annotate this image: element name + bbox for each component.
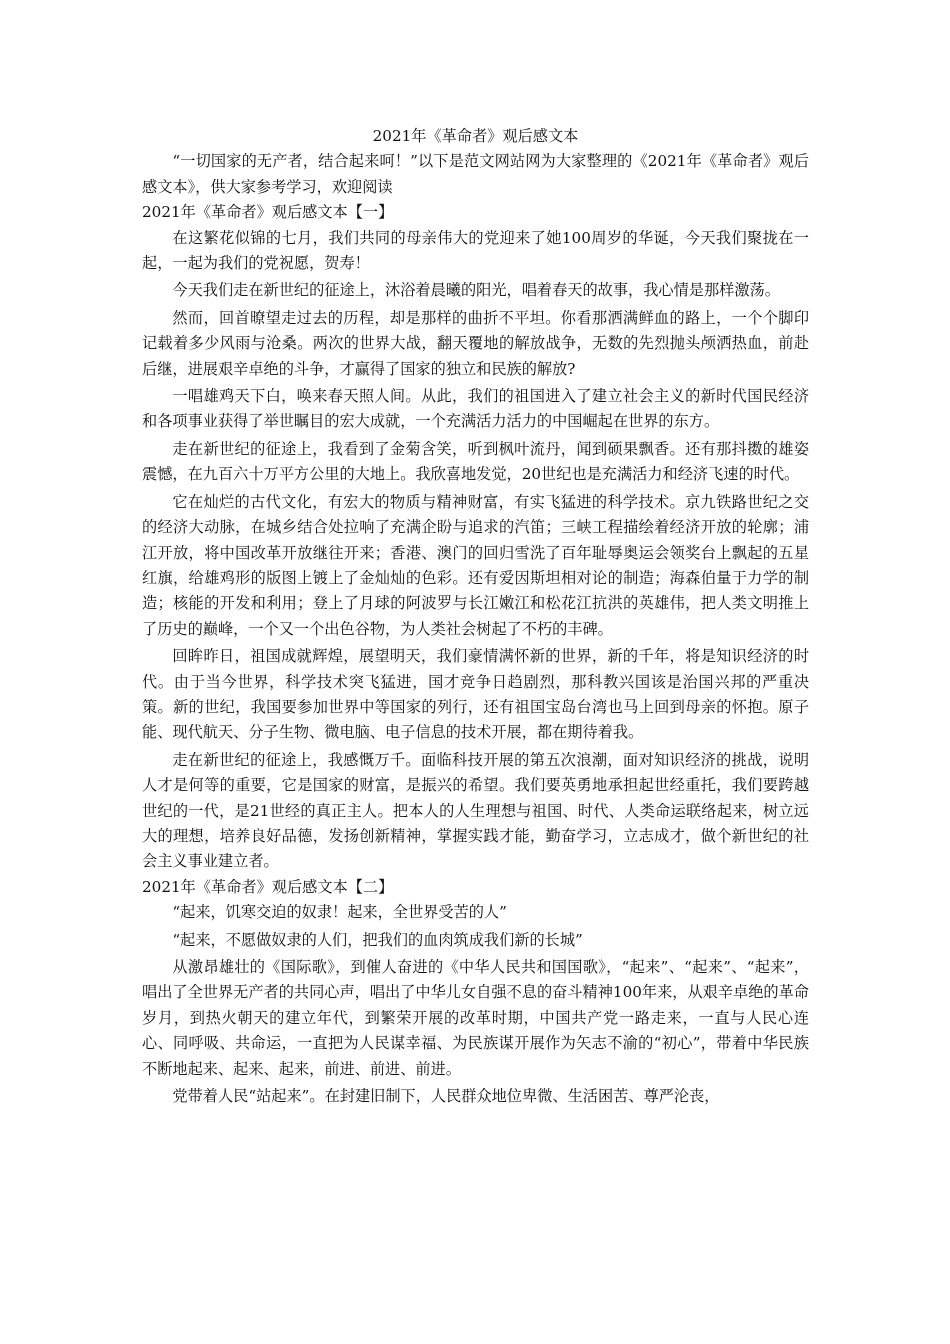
paragraph: 一唱雄鸡天下白，唤来春天照人间。从此，我们的祖国进入了建立社会主义的新时代国民经济和各项事业获得了举世瞩目的宏大成就，一个充满活力活力的中国崛起在世界的东方。: [142, 387, 809, 431]
paragraph: 它在灿烂的古代文化，有宏大的物质与精神财富，有实飞猛进的科学技术。京九铁路世纪之交的经济大动脉，在城乡结合处拉响了充满企盼与追求的汽笛；三峡工程描绘着经济开放的轮廓；浦江开放，将中国改革开放继往开来；香港、澳门的回归雪洗了百年耻辱奥运会领奖台上飘起的五星红旗，给雄鸡形的版图上镀上了金灿灿的色彩。还有爱因斯坦相对论的制造；海森伯量于力学的制造；核能的开发和利用；登上了月球的阿波罗与长江嫩江和松花江抗洪的英雄伟，把人类文明推上了历史的巅峰，一个又一个出色谷物，为人类社会树起了不朽的丰碑。: [142, 492, 809, 638]
paragraph: 在这繁花似锦的七月，我们共同的母亲伟大的党迎来了她100周岁的华诞，今天我们聚拢在一起，一起为我们的党祝愿，贺寿！: [142, 228, 809, 273]
section-heading-2: 2021年《革命者》观后感文本【二】: [142, 877, 394, 896]
document-page: [142, 124, 809, 1109]
section-heading-1: 2021年《革命者》观后感文本【一】: [142, 203, 394, 222]
paragraph: 然而，回首暸望走过去的历程，却是那样的曲折不平坦。你看那洒满鲜血的路上，一个个脚印记载着多少风雨与沧桑。两次的世界大战，翻天覆地的解放战争，无数的先烈抛头颅洒热血，前赴后继，进展艰辛卓绝的斗争，才赢得了国家的独立和民族的解放?: [142, 308, 809, 378]
paragraph: “起来，不愿做奴隶的人们，把我们的血肉筑成我们新的长城”: [172, 930, 583, 949]
paragraph: 回眸昨日，祖国成就辉煌，展望明天，我们豪情满怀新的世界，新的千年，将是知识经济的时代。由于当今世界，科学技术突飞猛进，国才竞争日趋剧烈，那科教兴国该是治国兴邦的严重决策。新的世纪，我国要参加世界中等国家的列行，还有祖国宝岛台湾也马上回到母亲的怀抱。原子能、现代航天、分子生物、微电脑、电子信息的技术开展，都在期待着我。: [142, 647, 809, 742]
paragraph: 今天我们走在新世纪的征途上，沐浴着晨曦的阳光，唱着春天的故事，我心情是那样激荡。: [172, 281, 780, 300]
paragraph: 走在新世纪的征途上，我感慨万千。面临科技开展的第五次浪潮，面对知识经济的挑战，说明人才是何等的重要，它是国家的财富，是振兴的希望。我们要英勇地承担起世经重托，我们要跨越世纪的一代，是21世经的真正主人。把本人的人生理想与祖国、时代、人类命运联络起来，树立远大的理想，培养良好品德，发扬创新精神，掌握实践才能，勤奋学习，立志成才，做个新世纪的社会主义事业建立者。: [142, 750, 809, 871]
paragraph: 走在新世纪的征途上，我看到了金菊含笑，听到枫叶流丹，闻到硕果飘香。还有那抖擞的雄姿震憾，在九百六十万平方公里的大地上。我欣喜地发觉，20世纪也是充满活力和经济飞速的时代。: [142, 439, 809, 484]
paragraph: 从激昂雄壮的《国际歌》，到催人奋进的《中华人民共和国国歌》，“起来”、“起来”、“起来”，唱出了全世界无产者的共同心声，唱出了中华儿女自强不息的奋斗精神100年来，从艰辛卓绝的革命岁月，到热火朝天的建立年代，到繁荣开展的改革时期，中国共产党一路走来，一直与人民心连心、同呼吸、共命运，一直把为人民谋幸福、为民族谋开展作为矢志不渝的“初心”，带着中华民族不断地起来、起来、起来，前进、前进、前进。: [142, 958, 809, 1078]
document-title: 2021年《革命者》观后感文本: [372, 127, 579, 145]
intro-paragraph: “一切国家的无产者，结合起来呵！”以下是范文网站网为大家整理的《2021年《革命者》观后感文本》，供大家参考学习，欢迎阅读: [142, 152, 809, 196]
paragraph: 党带着人民“站起来”。在封建旧制下，人民群众地位卑微、生活困苦、尊严沦丧，: [172, 1087, 720, 1106]
paragraph: “起来，饥寒交迫的奴隶！起来，全世界受苦的人”: [172, 903, 507, 922]
